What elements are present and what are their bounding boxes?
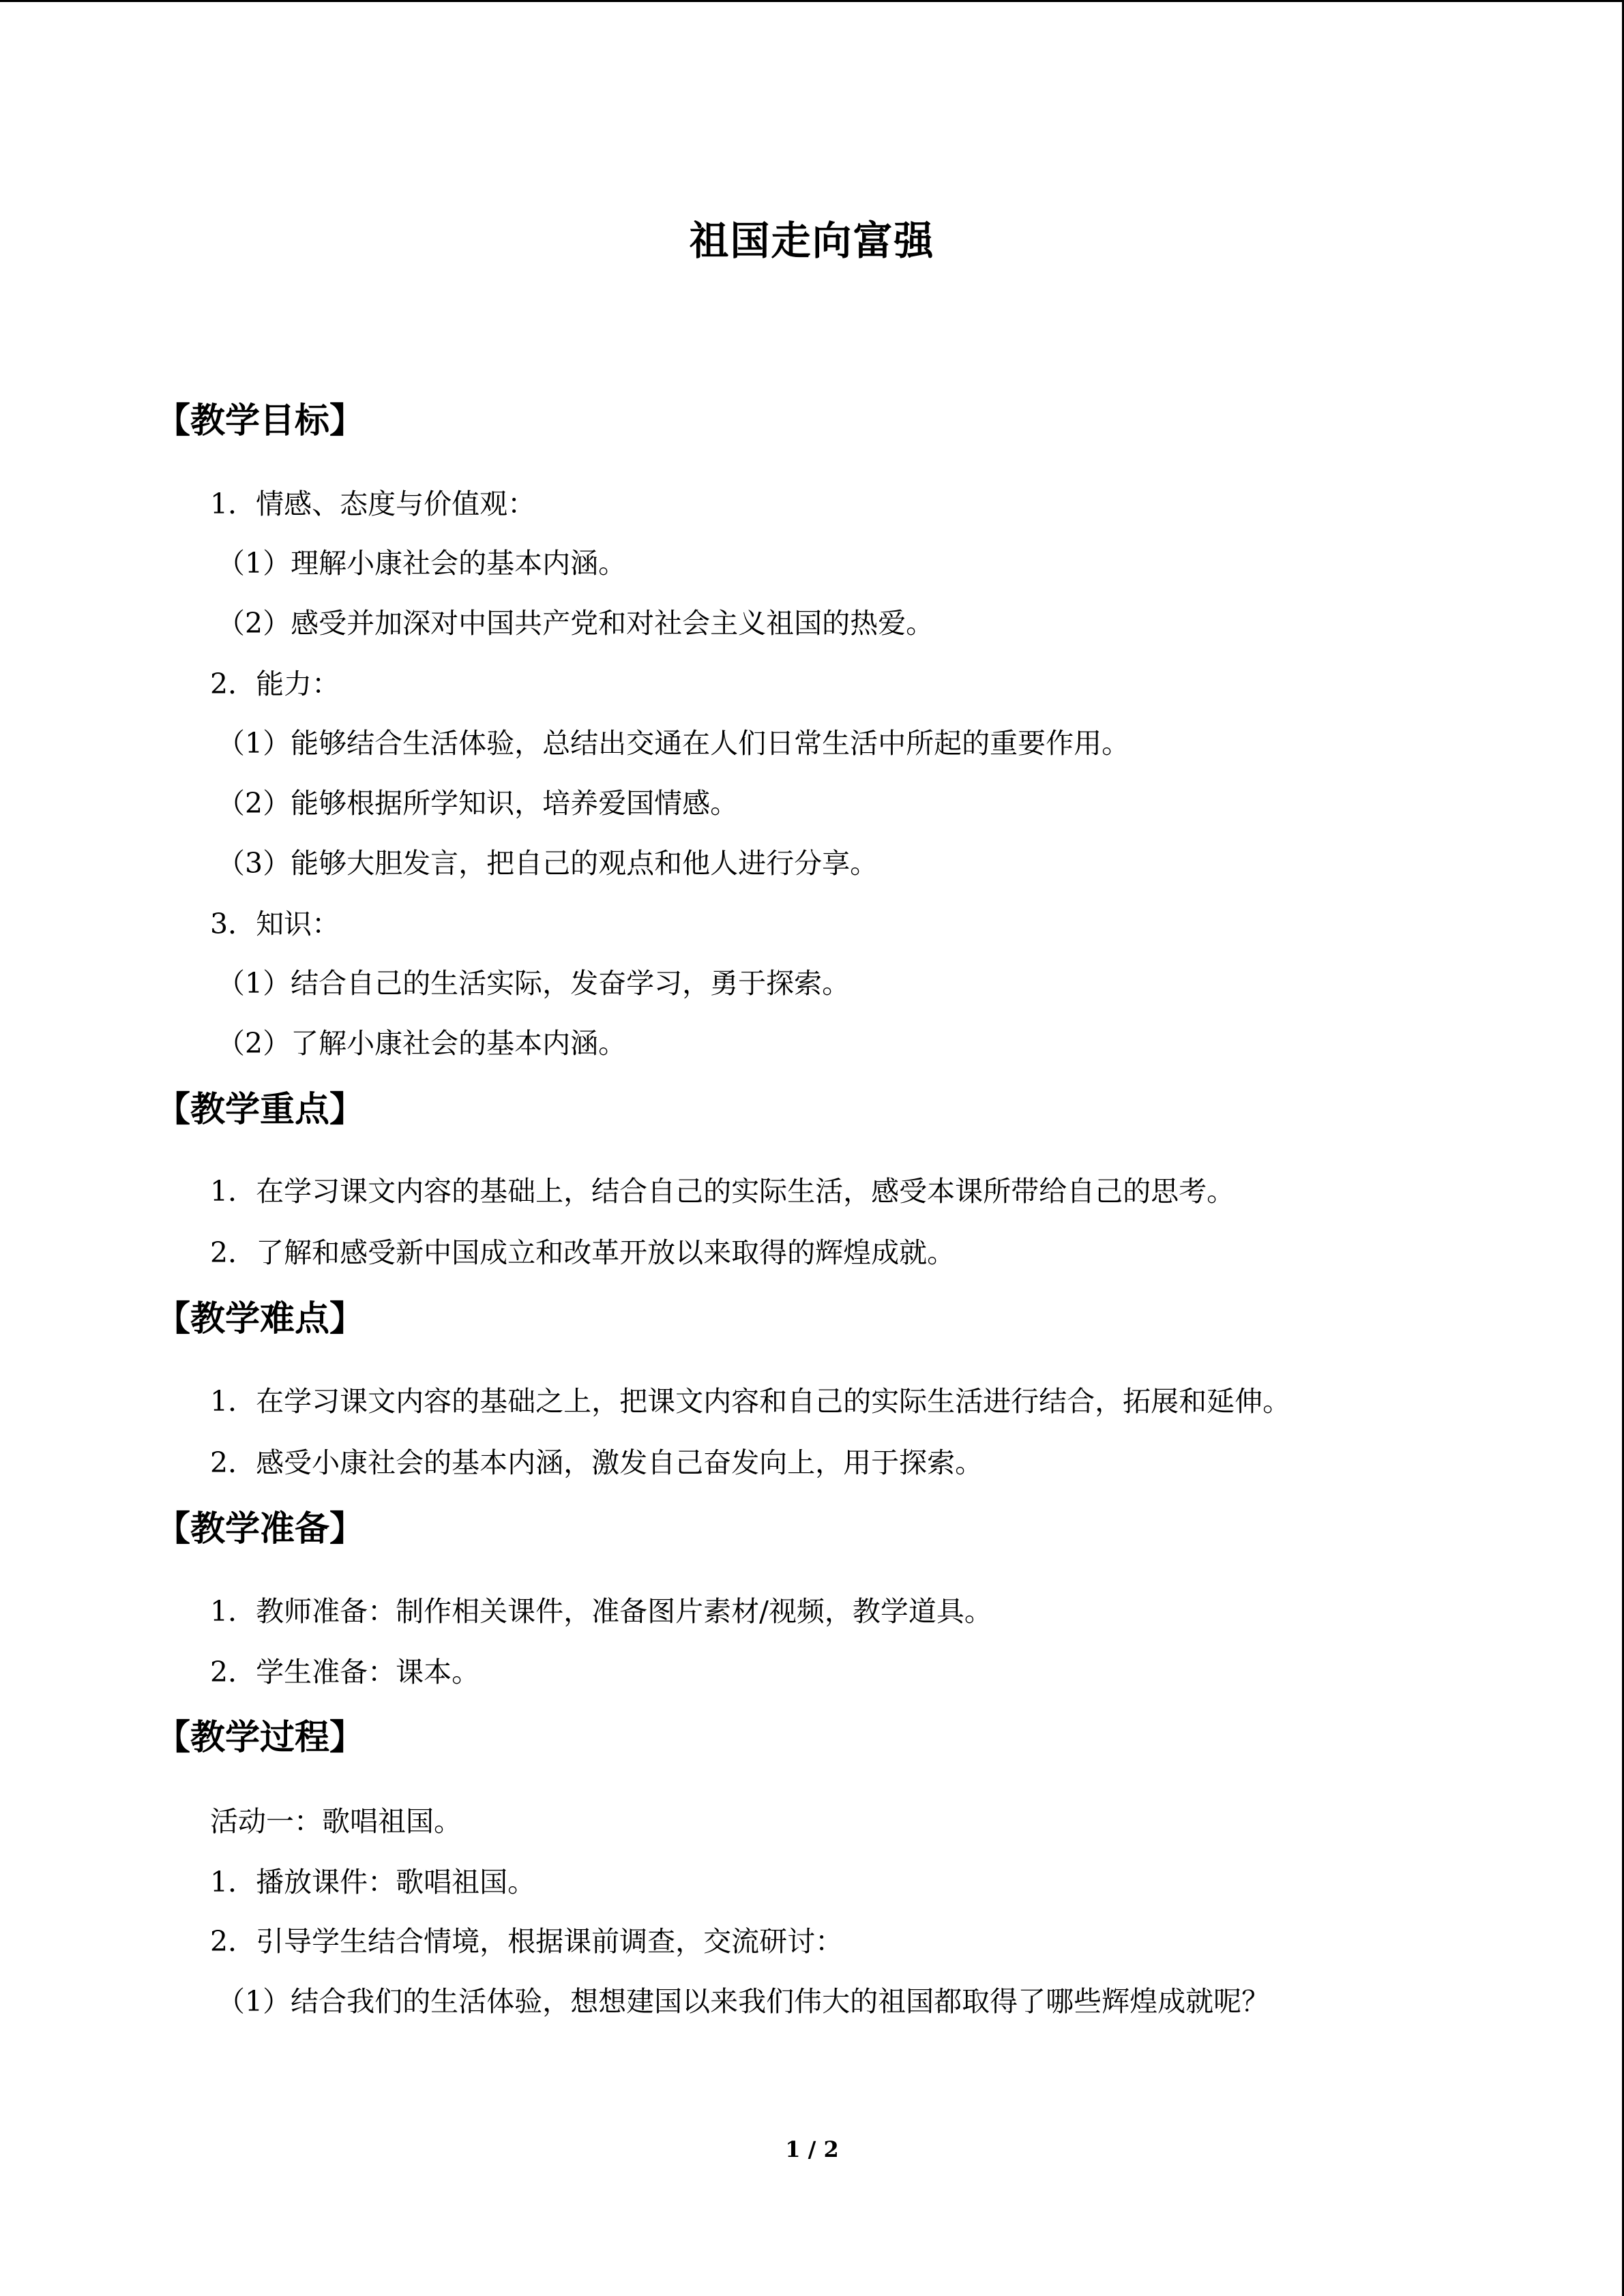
text-line: （1）结合自己的生活实际，发奋学习，勇于探索。	[217, 967, 851, 1000]
text-line: （2）了解小康社会的基本内涵。	[217, 1027, 627, 1060]
text-line: 1．在学习课文内容的基础上，结合自己的实际生活，感受本课所带给自己的思考。	[210, 1175, 1235, 1208]
text-line: 2．学生准备：课本。	[210, 1656, 480, 1688]
section-heading-preparation: 【教学准备】	[156, 1509, 365, 1549]
section-heading-difficulties: 【教学难点】	[156, 1299, 365, 1339]
text-line: 1．在学习课文内容的基础之上，把课文内容和自己的实际生活进行结合，拓展和延伸。	[210, 1385, 1291, 1418]
text-line: 2．了解和感受新中国成立和改革开放以来取得的辉煌成就。	[210, 1236, 956, 1269]
section-heading-process: 【教学过程】	[156, 1718, 365, 1758]
text-line: （1）能够结合生活体验，总结出交通在人们日常生活中所起的重要作用。	[217, 727, 1130, 760]
text-line: （1）结合我们的生活体验，想想建国以来我们伟大的祖国都取得了哪些辉煌成就呢？	[217, 1985, 1270, 2018]
text-line: 1．播放课件：歌唱祖国。	[210, 1866, 536, 1898]
text-line: （3）能够大胆发言，把自己的观点和他人进行分享。	[217, 847, 879, 880]
text-line: （2）能够根据所学知识，培养爱国情感。	[217, 787, 739, 820]
text-line: 活动一：歌唱祖国。	[210, 1805, 462, 1838]
text-line: 1．情感、态度与价值观：	[210, 488, 536, 520]
page-title: 祖国走向富强	[689, 218, 935, 264]
text-line: 3．知识：	[210, 908, 340, 940]
text-line: （2）感受并加深对中国共产党和对社会主义祖国的热爱。	[217, 607, 934, 640]
section-heading-key-points: 【教学重点】	[156, 1090, 365, 1130]
text-line: 2．能力：	[210, 668, 340, 700]
text-line: 2．引导学生结合情境，根据课前调查，交流研讨：	[210, 1925, 844, 1958]
text-line: （1）理解小康社会的基本内涵。	[217, 547, 627, 580]
text-line: 2．感受小康社会的基本内涵，激发自己奋发向上，用于探索。	[210, 1446, 984, 1479]
page-number: 1 / 2	[785, 2136, 839, 2162]
text-line: 1．教师准备：制作相关课件，准备图片素材/视频，教学道具。	[210, 1595, 992, 1628]
section-heading-objectives: 【教学目标】	[156, 401, 365, 441]
